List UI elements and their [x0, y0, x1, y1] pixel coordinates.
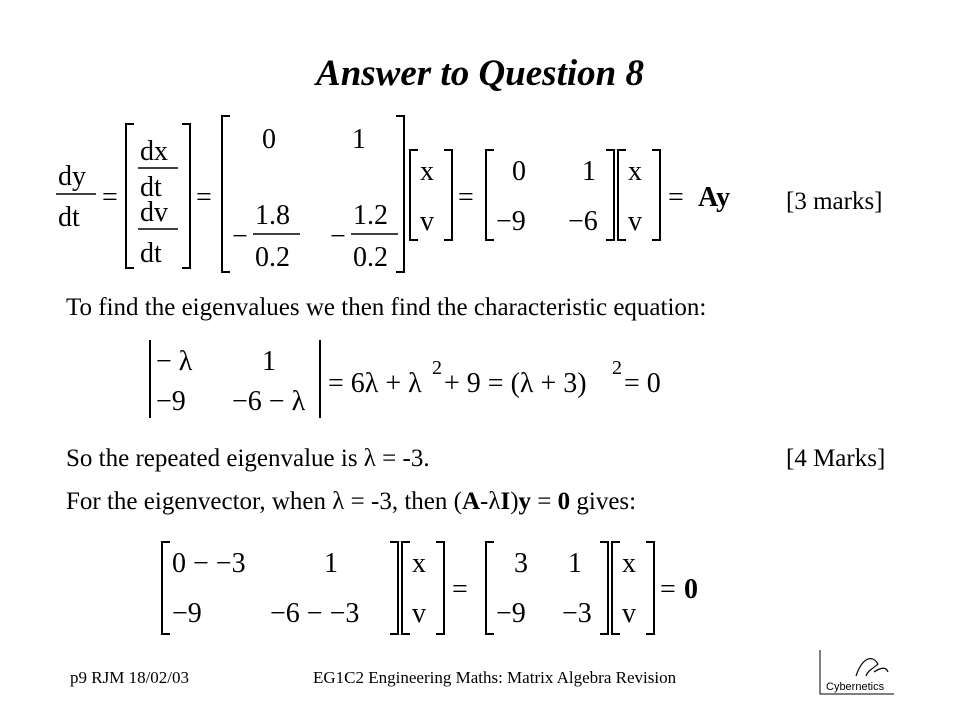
slide-title: Answer to Question 8	[316, 53, 644, 94]
a-0: 0	[512, 156, 526, 187]
dx-text: dx	[140, 136, 168, 167]
numeric-eig-matrix	[486, 542, 608, 634]
a-m6: −6	[568, 206, 598, 237]
eigvec-mid: )	[510, 488, 519, 515]
eigvec-y: y	[518, 488, 532, 515]
e3-zero: 0	[684, 574, 698, 605]
marks-1: [3 marks]	[786, 188, 883, 215]
equals-sign-2: =	[196, 182, 212, 213]
e3-v2: v	[622, 598, 636, 629]
sq-1: 2	[432, 357, 442, 379]
v-var-2: v	[628, 206, 642, 237]
minus-1: −	[232, 221, 248, 252]
dt-text: dt	[58, 202, 80, 233]
e3-b12: 1	[568, 548, 582, 579]
equals-sign: =	[102, 182, 118, 213]
a-minus-lambda-matrix	[162, 542, 398, 634]
footer-left: p9 RJM 18/02/03	[70, 668, 190, 687]
e3-v: v	[412, 598, 426, 629]
det-21: −9	[156, 386, 186, 417]
e3-x: x	[412, 548, 426, 579]
eigvec-a: A	[461, 488, 480, 515]
rhs-ay: Ay	[698, 182, 731, 213]
logo-text: Cybernetics	[826, 681, 885, 693]
cybernetics-logo	[816, 646, 896, 698]
char-rhs-2: + 9 = (λ + 3)	[444, 368, 587, 399]
det-11: − λ	[156, 346, 193, 377]
num-2: 1.2	[353, 200, 388, 231]
footer-center: EG1C2 Engineering Maths: Matrix Algebra Revision	[313, 668, 677, 687]
v-var: v	[420, 206, 434, 237]
e3-a12: 1	[324, 548, 338, 579]
char-rhs-1: = 6λ + λ	[328, 368, 422, 399]
den-2: 0.2	[353, 242, 388, 273]
det-12: 1	[262, 346, 276, 377]
eigvec-minus: -λ	[480, 488, 501, 515]
e3-a22: −6 − −3	[270, 598, 360, 629]
dt-text-2: dt	[140, 172, 162, 203]
eigvec-eq: =	[531, 488, 558, 515]
e3-equals: =	[452, 574, 468, 605]
e3-a11: 0 − −3	[172, 548, 246, 579]
dv-text: dv	[140, 197, 168, 228]
e3-b22: −3	[562, 598, 592, 629]
eigvec-xv-2	[612, 542, 654, 634]
dt-text-3: dt	[140, 238, 162, 269]
a-m9: −9	[496, 206, 526, 237]
eigvec-i: I	[500, 488, 511, 515]
e3-b21: −9	[496, 598, 526, 629]
equals-sign-3: =	[458, 182, 474, 213]
x-var: x	[420, 156, 434, 187]
char-rhs-3: = 0	[624, 368, 661, 399]
eigvec-xv	[402, 542, 444, 634]
m-0: 0	[262, 124, 276, 155]
e3-b11: 3	[514, 548, 528, 579]
char-eq-intro: To find the eigenvalues we then find the characteristic equation:	[66, 294, 707, 321]
minus-2: −	[330, 221, 346, 252]
num-1: 1.8	[255, 200, 290, 231]
det-22: −6 − λ	[232, 386, 306, 417]
m-1: 1	[352, 124, 366, 155]
repeated-eigenvalue-text: So the repeated eigenvalue is λ = -3.	[66, 445, 430, 472]
e3-x2: x	[622, 548, 636, 579]
e3-a21: −9	[172, 598, 202, 629]
dy-text: dy	[58, 161, 86, 192]
a-1: 1	[582, 156, 596, 187]
e3-equals-2: =	[660, 574, 676, 605]
eigvec-pre: For the eigenvector, when λ = -3, then (	[66, 488, 462, 515]
den-1: 0.2	[255, 242, 290, 273]
marks-2: [4 Marks]	[786, 445, 886, 472]
eigvec-post: gives:	[570, 488, 637, 515]
sq-2: 2	[612, 357, 622, 379]
equals-sign-4: =	[668, 182, 684, 213]
eigvec-zero: 0	[557, 488, 571, 515]
x-var-2: x	[628, 156, 642, 187]
